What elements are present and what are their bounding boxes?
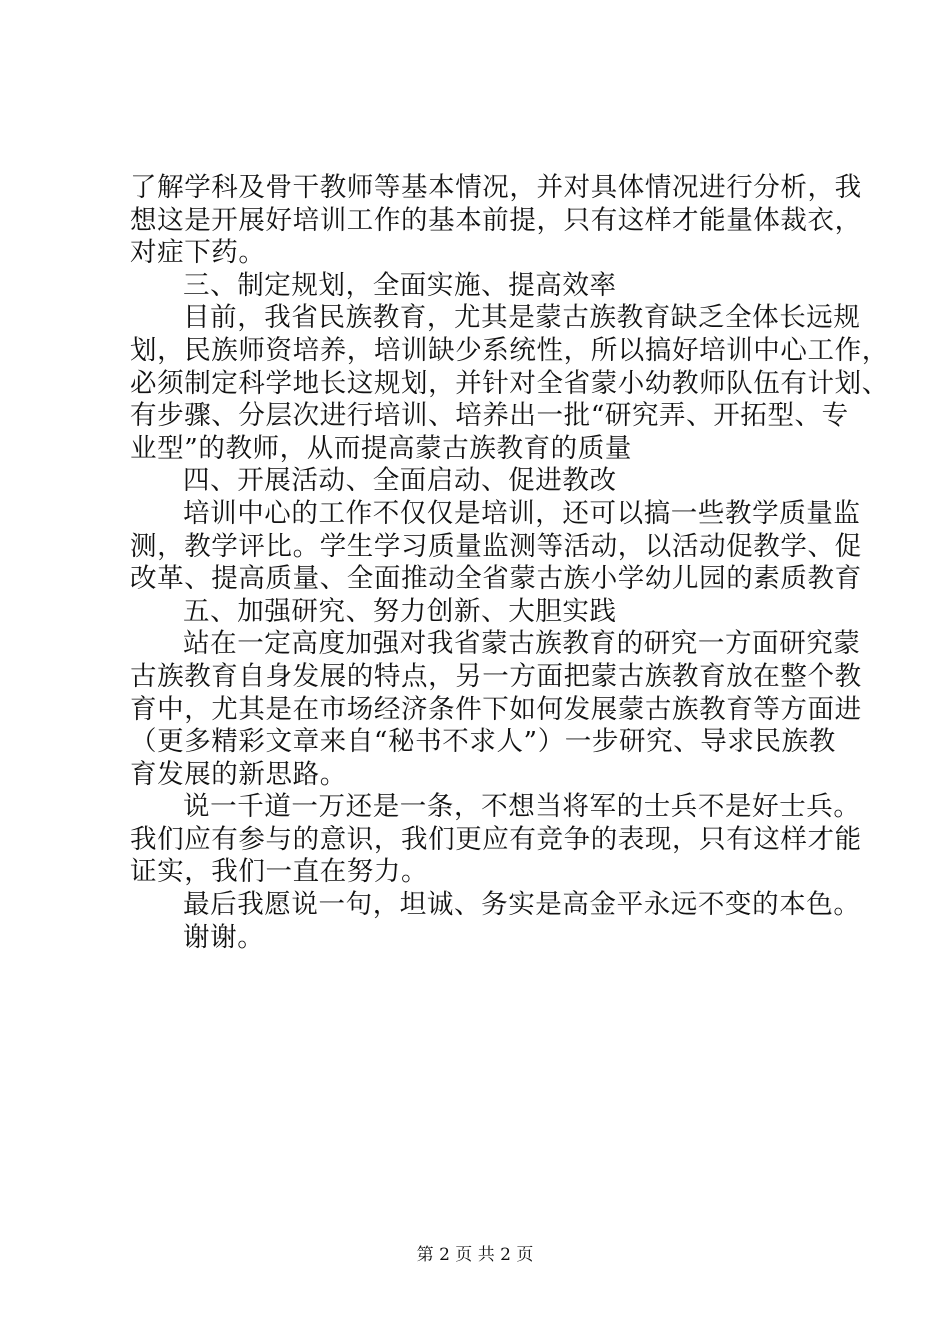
- text-line: 站在一定高度加强对我省蒙古族教育的研究一方面研究蒙: [183, 628, 861, 660]
- text-line: 改革、提高质量、全面推动全省蒙古族小学幼儿园的素质教育: [130, 563, 862, 595]
- text-line: 业型”的教师，从而提高蒙古族教育的质量: [130, 432, 632, 464]
- text-line: 培训中心的工作不仅仅是培训，还可以搞一些教学质量监: [183, 497, 861, 529]
- text-line: 我们应有参与的意识，我们更应有竞争的表现，只有这样才能: [130, 823, 862, 855]
- text-line: 对症下药。: [130, 237, 266, 269]
- text-line: 必须制定科学地长这规划，并针对全省蒙小幼教师队伍有计划、: [130, 367, 889, 399]
- text-line: 有步骤、分层次进行培训、培养出一批“研究弄、开拓型、专: [130, 400, 849, 432]
- page-number-footer: 第 2 页 共 2 页: [416, 1245, 534, 1265]
- text-line: 古族教育自身发展的特点，另一方面把蒙古族教育放在整个教: [130, 660, 862, 692]
- text-line: 最后我愿说一句，坦诚、务实是高金平永远不变的本色。: [183, 889, 861, 921]
- section-heading: 三、制定规划，全面实施、提高效率: [183, 269, 617, 301]
- text-line: 育中，尤其是在市场经济条件下如何发展蒙古族教育等方面进: [130, 693, 862, 725]
- section-heading: 五、加强研究、努力创新、大胆实践: [183, 595, 617, 627]
- text-line: 说一千道一万还是一条，不想当将军的士兵不是好士兵。: [183, 791, 861, 823]
- text-line: 育发展的新思路。: [130, 758, 347, 790]
- text-line: 了解学科及骨干教师等基本情况，并对具体情况进行分析，我: [130, 172, 862, 203]
- text-line: 测，教学评比。学生学习质量监测等活动，以活动促教学、促: [130, 530, 862, 562]
- text-line: 证实，我们一直在努力。: [130, 856, 429, 888]
- text-line: 目前，我省民族教育，尤其是蒙古族教育缺乏全体长远规: [183, 302, 861, 334]
- document-body: [130, 172, 889, 954]
- text-line: 划，民族师资培养，培训缺少系统性，所以搞好培训中心工作，: [130, 334, 889, 366]
- text-line: 谢谢。: [183, 921, 265, 953]
- text-line: 想这是开展好培训工作的基本前提，只有这样才能量体裁衣，: [130, 204, 862, 236]
- text-line: （更多精彩文章来自“秘书不求人”）一步研究、导求民族教: [130, 726, 836, 758]
- section-heading: 四、开展活动、全面启动、促进教改: [183, 465, 617, 497]
